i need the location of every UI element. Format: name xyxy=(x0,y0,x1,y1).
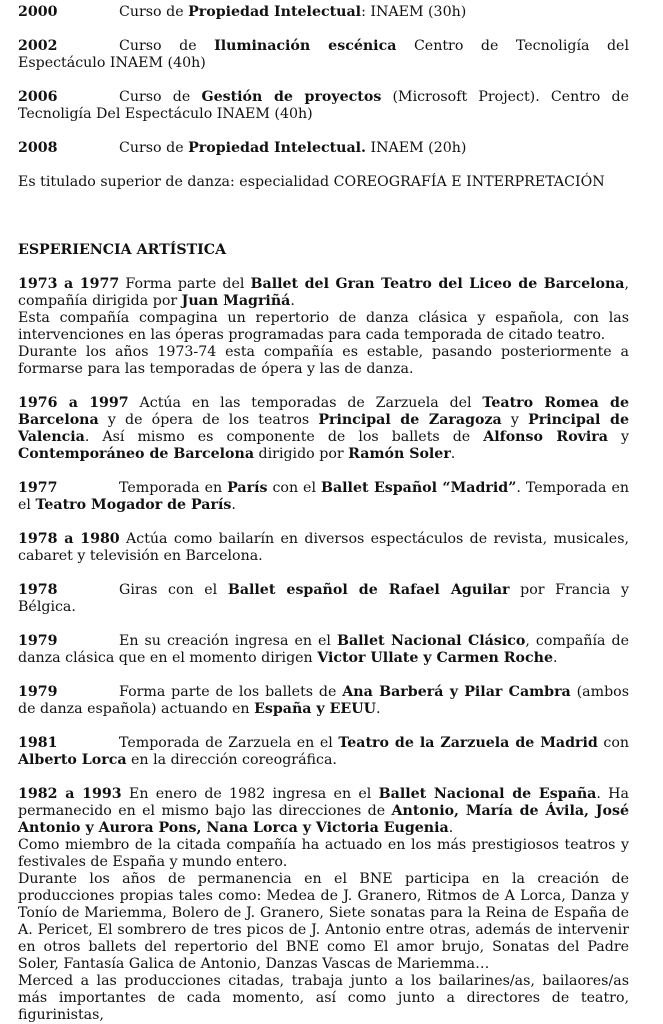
cv-page xyxy=(18,4,629,1024)
bold-text: París xyxy=(227,480,268,496)
text-run: Durante los años 1973-74 esta compañía es estable, pasando posteriormente a formarse para las temporadas de ópera y las de danza. xyxy=(18,344,629,377)
entry-paragraph xyxy=(18,310,629,344)
text-run: Forma parte del xyxy=(119,276,251,292)
text-run: Giras con el xyxy=(119,582,228,598)
text-run: Curso de xyxy=(119,38,215,54)
entry-paragraph xyxy=(18,276,629,310)
experience-entry xyxy=(18,633,629,667)
entry-year: 1981 xyxy=(18,735,58,751)
text-run: . xyxy=(552,650,558,666)
text-run: , compañía de danza clásica que en el momento dirigen xyxy=(18,633,630,666)
entry-year: 1978 xyxy=(18,582,58,598)
bold-text: Ana Barberá y Pilar Cambra xyxy=(342,684,571,700)
text-run: . xyxy=(290,293,295,309)
bold-text: Ballet Nacional Clásico xyxy=(336,633,526,649)
entry-paragraph xyxy=(18,735,629,769)
course-entry xyxy=(18,4,629,21)
experience-section xyxy=(18,276,629,1024)
experience-entry xyxy=(18,735,629,769)
experience-entry xyxy=(18,786,629,1024)
bold-text: Propiedad Intelectual xyxy=(188,4,362,20)
text-run: (ambos de danza española) actuando en xyxy=(18,684,629,717)
entry-year: 1978 a 1980 xyxy=(18,531,120,547)
entry-paragraph xyxy=(18,344,629,378)
entry-paragraph xyxy=(18,837,629,871)
entry-year: 2002 xyxy=(18,38,58,54)
text-run: Temporada de Zarzuela en el xyxy=(119,735,339,751)
entry-paragraph xyxy=(18,531,629,565)
text-run: Actúa como bailarín en diversos espectáculos de revista, musicales, cabaret y televisión en Barcelona. xyxy=(18,531,629,564)
bold-text: Ramón Soler xyxy=(348,446,451,462)
bold-text: Ballet Nacional de España xyxy=(378,786,597,802)
bold-text: Ballet español de Rafael Aguilar xyxy=(227,582,510,598)
entry-year: 1979 xyxy=(18,684,58,700)
text-run: En su creación ingresa en el xyxy=(119,633,337,649)
text-run: . xyxy=(450,446,456,462)
text-run: . Así mismo es componente de los ballets de xyxy=(84,429,484,445)
bold-text: Antonio, María de Ávila, José Antonio y Aurora Pons, Nana Lorca y Victoria Eugenia xyxy=(18,803,629,836)
entry-year: 1976 a 1997 xyxy=(18,395,129,411)
text-run: y de ópera de los teatros xyxy=(98,412,319,428)
degree-line: Es titulado superior de danza: especialidad COREOGRAFÍA E INTERPRETACIÓN xyxy=(18,174,605,190)
entry-year: 2008 xyxy=(18,140,58,156)
entry-paragraph xyxy=(18,395,629,463)
text-run: y xyxy=(501,412,529,428)
entry-paragraph xyxy=(18,582,629,616)
entry-year: 1977 xyxy=(18,480,58,496)
course-entry xyxy=(18,38,629,72)
text-run: En enero de 1982 ingresa en el xyxy=(121,786,379,802)
bold-text: Principal de Valencia xyxy=(18,412,629,445)
text-run: : INAEM (30h) xyxy=(361,4,467,20)
text-run: Centro de Tecnoligía del Espectáculo INAEM (40h) xyxy=(18,38,629,71)
text-run: Esta compañía compagina un repertorio de danza clásica y española, con las intervenciones en las óperas programadas para cada temporada de citado teatro. xyxy=(18,310,629,343)
text-run: , compañía dirigida por xyxy=(18,276,630,309)
text-run: Curso de xyxy=(119,140,189,156)
experience-entry xyxy=(18,395,629,463)
text-run: . Ha permanecido en el mismo bajo las direcciones de xyxy=(18,786,629,819)
text-run: . xyxy=(231,497,236,513)
bold-text: Teatro de la Zarzuela de Madrid xyxy=(338,735,598,751)
experience-entry xyxy=(18,582,629,616)
experience-entry xyxy=(18,684,629,718)
text-run: Durante los años de permanencia en el BNE participa en la creación de producciones propias tales como: Medea de J. Granero, Ritmos de A Lorca, Danza y Tonío de Mariemma, Bolero de J. Granero, Siete sonatas para la Reina de España de A. Pericet, El sombrero de tres picos de J. Antonio entre otras, además de intervenir en otros ballets del repertorio del BNE como El amor brujo, Sonatas del Padre Soler, Fantasía Galica de Antonio, Danzas Vascas de Mariemma… xyxy=(18,871,629,972)
text-run: INAEM (20h) xyxy=(366,140,467,156)
text-run: . xyxy=(375,701,381,717)
bold-text: Ballet Español “Madrid” xyxy=(320,480,517,496)
bold-text: Teatro Mogador de París xyxy=(35,497,232,513)
text-run: por Francia y Bélgica. xyxy=(18,582,629,615)
text-run: Temporada en xyxy=(119,480,228,496)
bold-text: Alberto Lorca xyxy=(18,752,127,768)
entry-year: 1973 a 1977 xyxy=(18,276,120,292)
course-entry xyxy=(18,89,629,123)
bold-text: Principal de Zaragoza xyxy=(318,412,502,428)
text-run: Forma parte de los ballets de xyxy=(119,684,343,700)
text-run: Como miembro de la citada compañía ha actuado en los más prestigiosos teatros y festivales de España y mundo entero. xyxy=(18,837,629,870)
bold-text: Alfonso Rovira xyxy=(483,429,608,445)
entry-year: 1982 a 1993 xyxy=(18,786,122,802)
section-heading: ESPERIENCIA ARTÍSTICA xyxy=(18,242,227,258)
entry-paragraph xyxy=(18,684,629,718)
entry-paragraph xyxy=(18,480,629,514)
courses-section xyxy=(18,4,629,157)
text-run: y xyxy=(607,429,629,445)
entry-year: 1979 xyxy=(18,633,58,649)
bold-text: Victor Ullate y Carmen Roche xyxy=(317,650,553,666)
text-run: Merced a las producciones citadas, trabaja junto a los bailarines/as, bailaores/as más importantes de cada momento, así como junto a directores de teatro, figurinistas, xyxy=(18,973,629,1023)
experience-entry xyxy=(18,531,629,565)
entry-year: 2006 xyxy=(18,89,58,105)
bold-text: Gestión de proyectos xyxy=(201,89,382,105)
entry-paragraph xyxy=(18,871,629,973)
experience-entry xyxy=(18,480,629,514)
bold-text: Propiedad Intelectual. xyxy=(188,140,367,156)
entry-year: 2000 xyxy=(18,4,58,20)
text-run: Curso de xyxy=(119,89,202,105)
entry-paragraph xyxy=(18,973,629,1024)
text-run: en la dirección coreográfica. xyxy=(126,752,337,768)
bold-text: Contemporáneo de Barcelona xyxy=(18,446,255,462)
course-entry xyxy=(18,140,629,157)
text-run: Curso de xyxy=(119,4,189,20)
bold-text: Juan Magriñá xyxy=(181,293,291,309)
entry-paragraph xyxy=(18,633,629,667)
text-run: . Temporada en el xyxy=(18,480,629,513)
text-run: dirigido por xyxy=(254,446,349,462)
entry-paragraph xyxy=(18,786,629,837)
text-run: (Microsoft Project). Centro de Tecnoligía Del Espectáculo INAEM (40h) xyxy=(18,89,629,122)
bold-text: Ballet del Gran Teatro del Liceo de Barcelona xyxy=(250,276,625,292)
bold-text: Teatro Romea de Barcelona xyxy=(18,395,630,428)
text-run: . xyxy=(448,820,454,836)
text-run: Actúa en las temporadas de Zarzuela del xyxy=(128,395,483,411)
bold-text: Iluminación escénica xyxy=(214,38,397,54)
experience-entry xyxy=(18,276,629,378)
text-run: con xyxy=(597,735,629,751)
bold-text: España y EEUU xyxy=(254,701,376,717)
text-run: con el xyxy=(267,480,321,496)
